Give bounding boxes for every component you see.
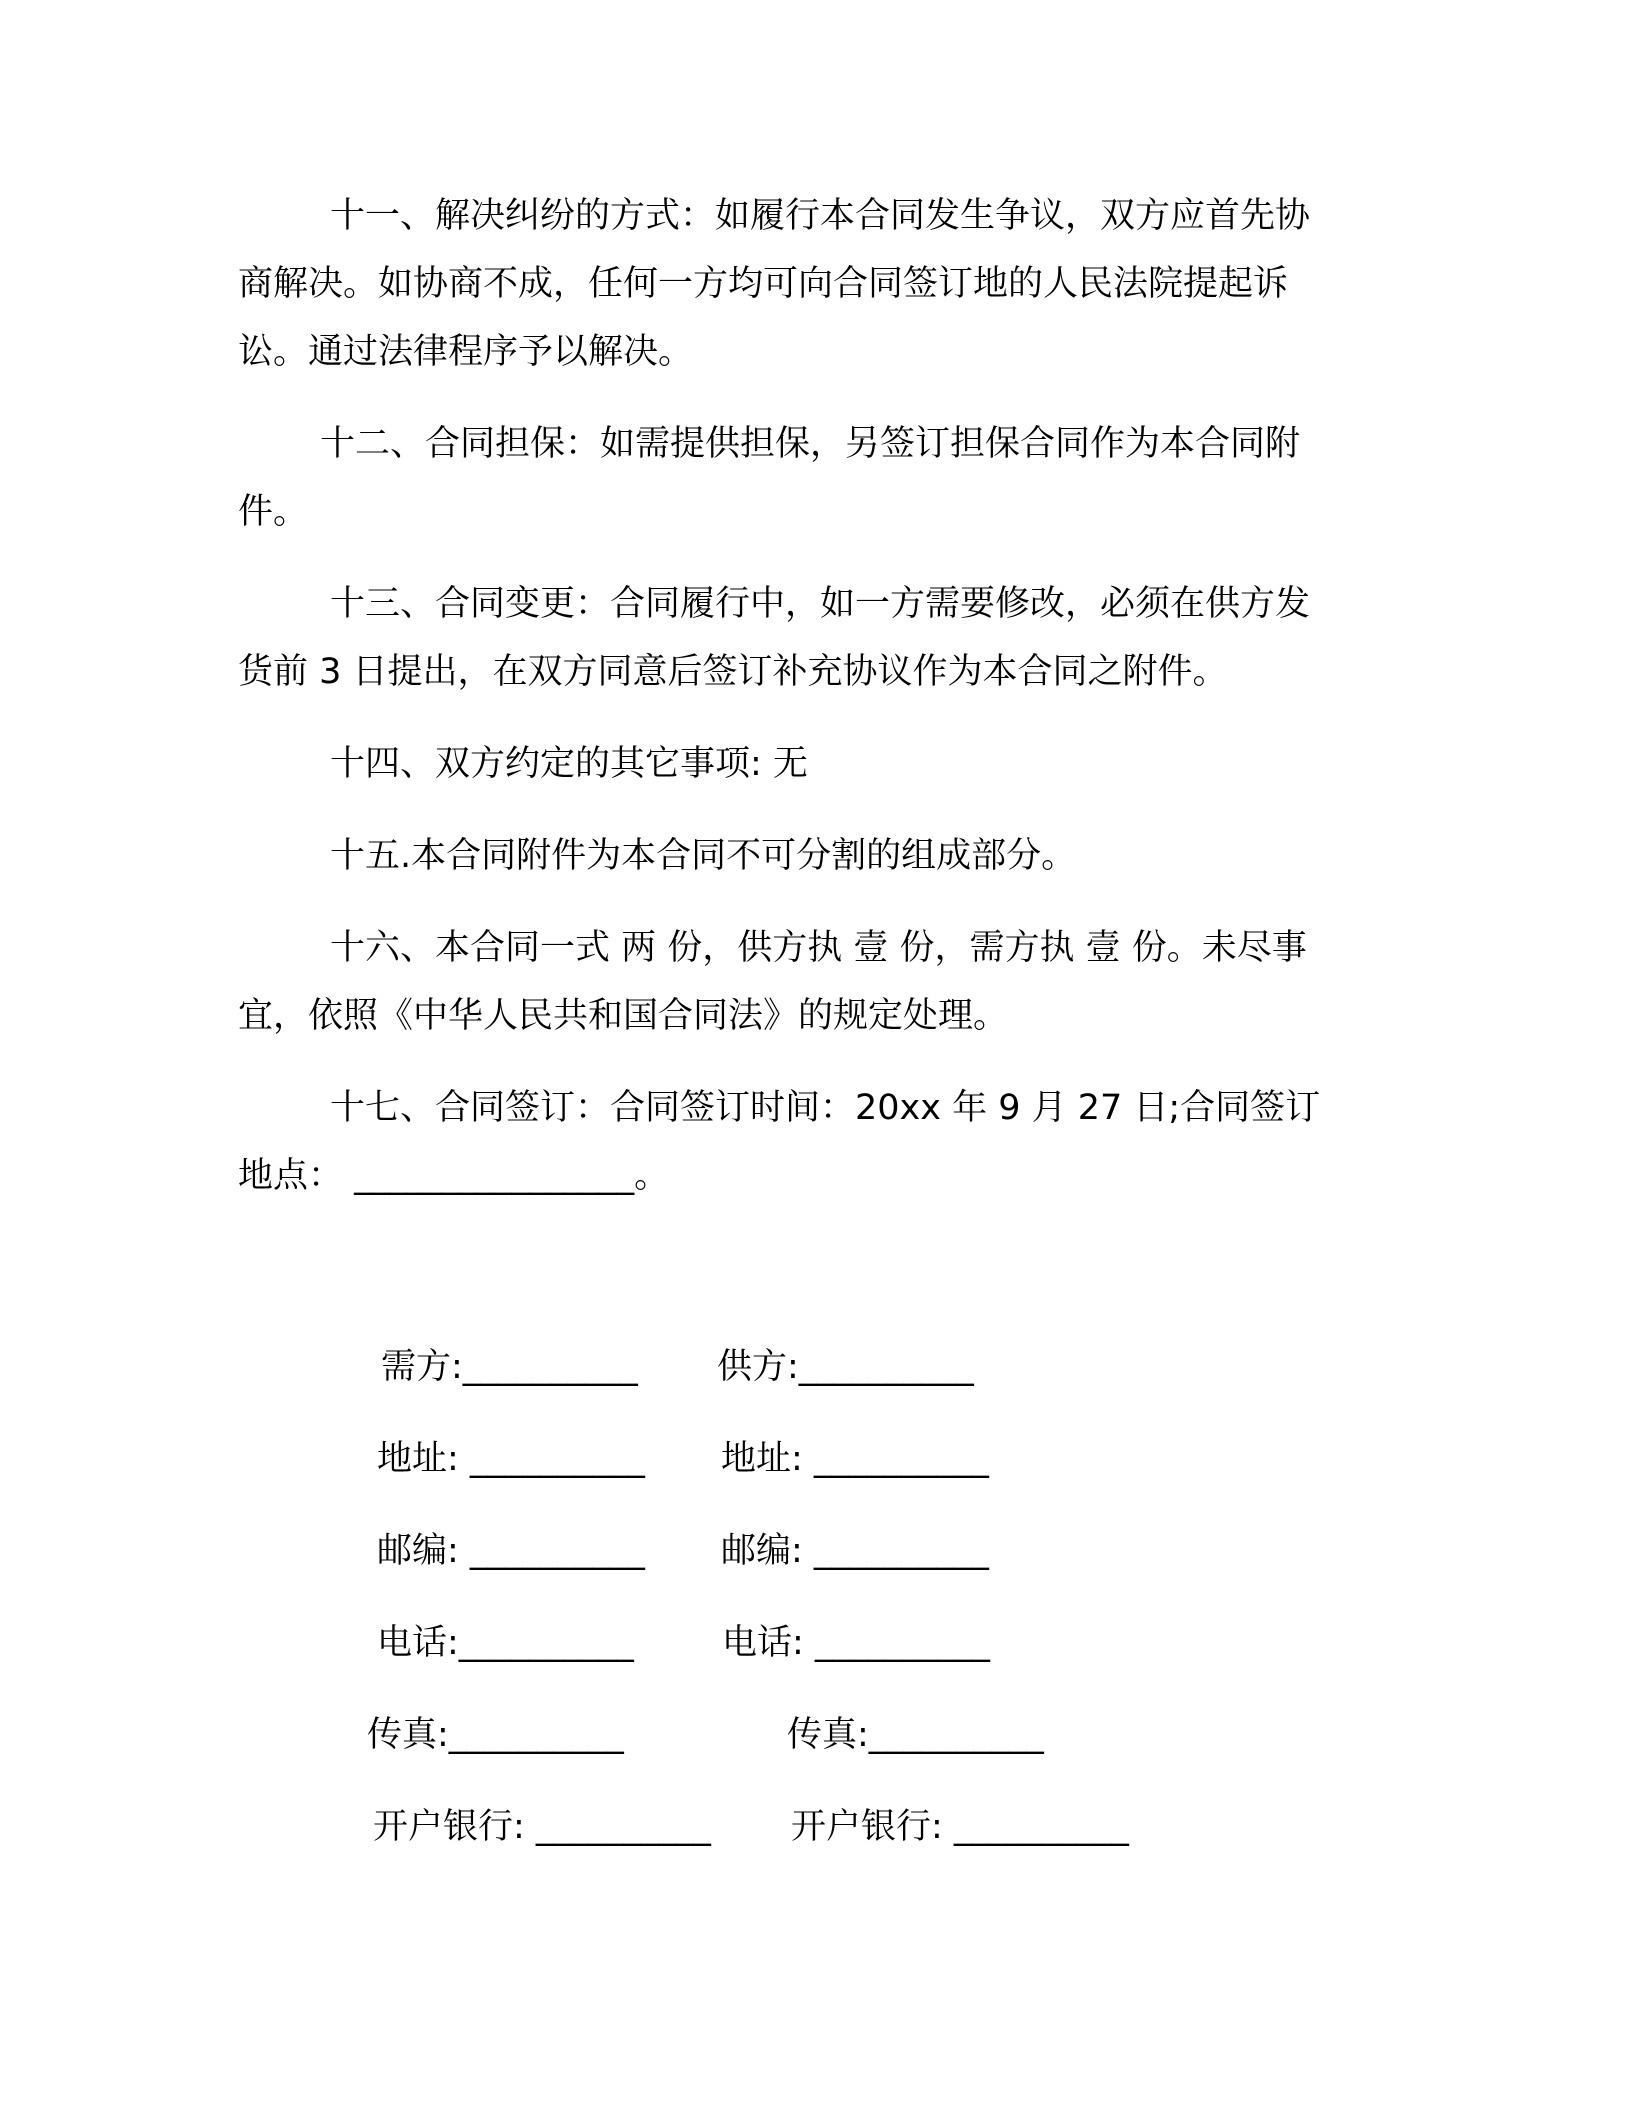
clause-11-line-2: 商解决。如协商不成，任何一方均可向合同签订地的人民法院提起诉 [238,264,1289,304]
buyer-phone-field: 电话:__________ [377,1623,634,1663]
clause-14-line-1: 十四、双方约定的其它事项: 无 [330,744,808,784]
buyer-party-field: 需方:__________ [381,1347,638,1387]
clause-16-line-2: 宜，依照《中华人民共和国合同法》的规定处理。 [238,996,1009,1036]
clause-15-line-1: 十五.本合同附件为本合同不可分割的组成部分。 [330,836,1077,876]
buyer-fax-field: 传真:__________ [367,1715,624,1755]
clause-12-line-1: 十二、合同担保：如需提供担保，另签订担保合同作为本合同附 [320,424,1301,464]
clause-11-line-1: 十一、解决纠纷的方式：如履行本合同发生争议，双方应首先协 [330,196,1311,236]
clause-16-line-1: 十六、本合同一式 两 份，供方执 壹 份，需方执 壹 份。未尽事 [330,928,1307,968]
clause-13-line-2: 货前 3 日提出，在双方同意后签订补充协议作为本合同之附件。 [238,652,1228,692]
clause-13-line-1: 十三、合同变更：合同履行中，如一方需要修改，必须在供方发 [330,584,1311,624]
buyer-address-field: 地址: __________ [377,1439,645,1479]
supplier-bank-field: 开户银行: __________ [791,1807,1129,1847]
supplier-address-field: 地址: __________ [721,1439,989,1479]
clause-12-line-2: 件。 [238,492,309,532]
clause-17-line-2: 地点： ________________。 [238,1156,670,1196]
clause-17-line-1: 十七、合同签订：合同签订时间：20xx 年 9 月 27 日;合同签订 [330,1088,1321,1128]
supplier-fax-field: 传真:__________ [787,1715,1044,1755]
buyer-postcode-field: 邮编: __________ [377,1531,645,1571]
buyer-bank-field: 开户银行: __________ [373,1807,711,1847]
supplier-party-field: 供方:__________ [717,1347,974,1387]
supplier-postcode-field: 邮编: __________ [721,1531,989,1571]
supplier-phone-field: 电话: __________ [722,1623,990,1663]
clause-11-line-3: 讼。通过法律程序予以解决。 [238,332,694,372]
